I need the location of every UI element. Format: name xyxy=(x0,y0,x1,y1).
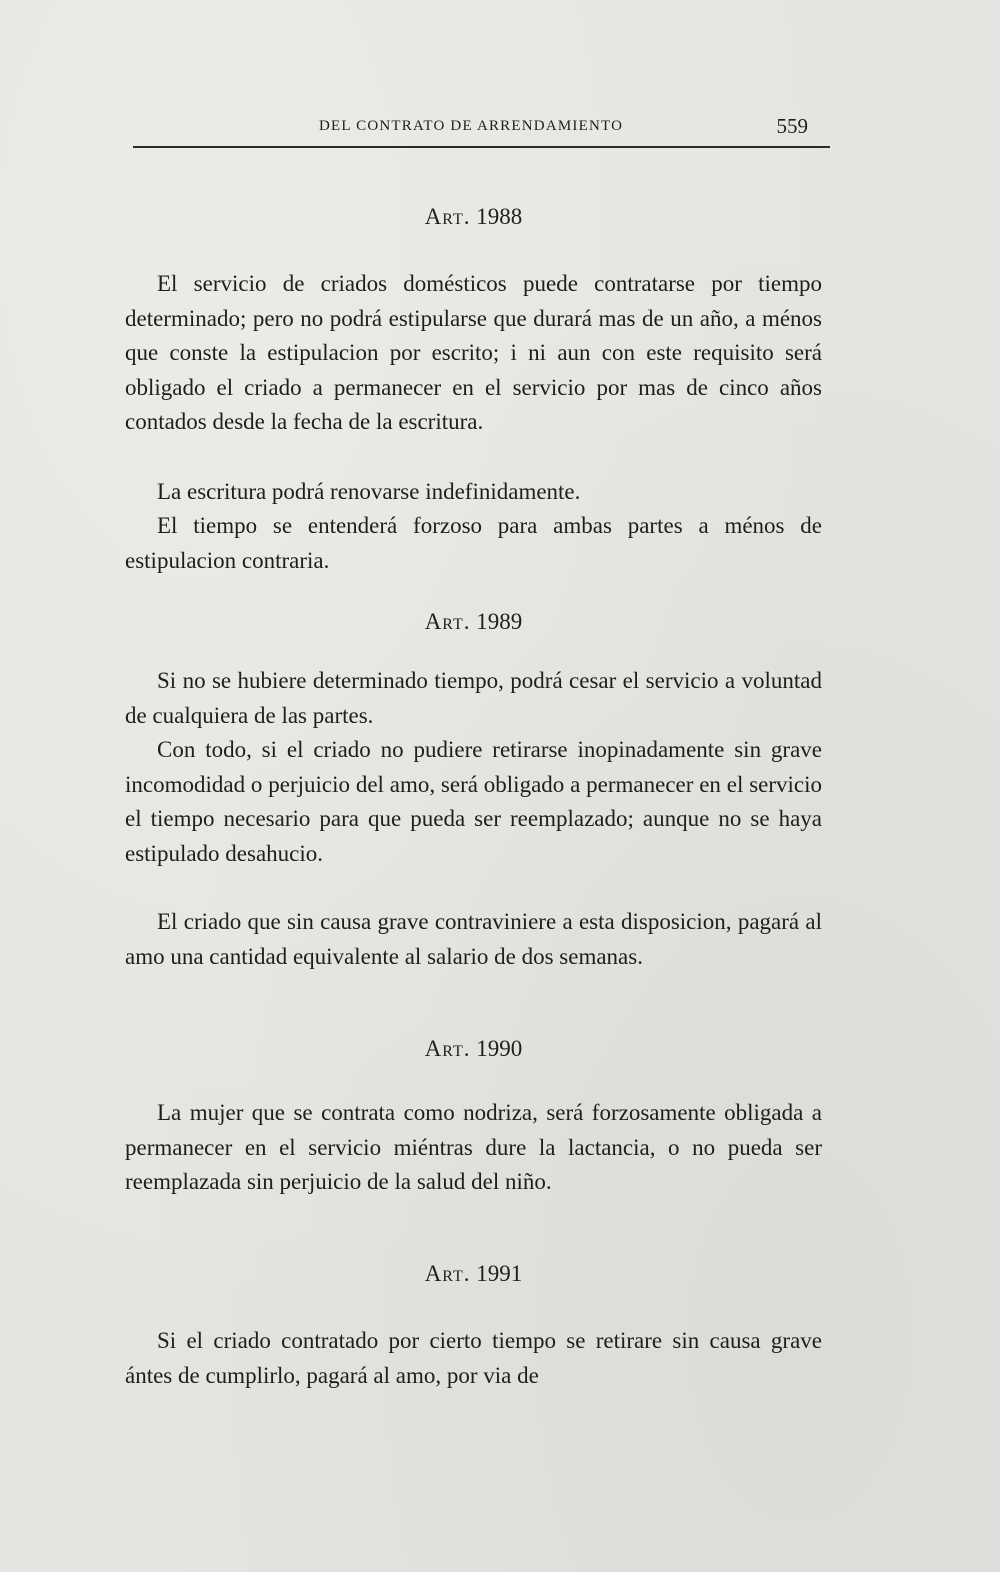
article-number: 1990 xyxy=(476,1036,523,1061)
article-1988-paragraph-3: El tiempo se entenderá forzoso para ambas partes a ménos de estipulacion contraria. xyxy=(125,513,822,573)
article-number: 1989 xyxy=(476,609,523,634)
page-number: 559 xyxy=(776,114,808,138)
article-heading-1988 xyxy=(125,200,822,234)
article-1989-paragraph-3: El criado que sin causa grave contraviniere a esta disposicion, pagará al amo una cantidad equivalente al salario de dos semanas. xyxy=(125,909,822,969)
article-heading-1990 xyxy=(125,1032,822,1066)
article-number: 1988 xyxy=(476,204,523,229)
article-label: Art. xyxy=(424,609,471,634)
article-number: 1991 xyxy=(476,1261,523,1286)
article-1989-paragraph-2: Con todo, si el criado no pudiere retirarse inopinadamente sin grave incomodidad o perjuicio del amo, será obligado a permanecer en el servicio el tiempo necesario para que pueda ser reemplazado; aunque no se haya estipulado desahucio. xyxy=(125,737,822,866)
article-heading-1991 xyxy=(125,1257,822,1291)
page-header xyxy=(133,112,830,148)
article-1991-paragraph-1: Si el criado contratado por cierto tiempo se retirare sin causa grave ántes de cumplirlo, pagará al amo, por via de xyxy=(125,1328,822,1388)
article-1990-paragraph-1: La mujer que se contrata como nodriza, será forzosamente obligada a permanecer en el servicio miéntras dure la lactancia, o no pueda ser reemplazada sin perjuicio de la salud del niño. xyxy=(125,1100,822,1194)
running-title: DEL CONTRATO DE ARRENDAMIENTO xyxy=(319,118,624,134)
article-1988-paragraph-2: La escritura podrá renovarse indefinidamente. xyxy=(157,479,581,504)
article-label: Art. xyxy=(424,204,471,229)
article-heading-1989 xyxy=(125,605,822,639)
article-1988-paragraph-1: El servicio de criados domésticos puede contratarse por tiempo determinado; pero no podrá estipularse que durará mas de un año, a ménos que conste la estipulacion por escrito; i ni aun con este requisito será obligado el criado a permanecer en el servicio por mas de cinco años contados desde la fecha de la escritura. xyxy=(125,271,822,434)
article-1989-paragraph-1: Si no se hubiere determinado tiempo, podrá cesar el servicio a voluntad de cualquiera de las partes. xyxy=(125,668,822,728)
article-label: Art. xyxy=(424,1261,471,1286)
article-label: Art. xyxy=(424,1036,471,1061)
